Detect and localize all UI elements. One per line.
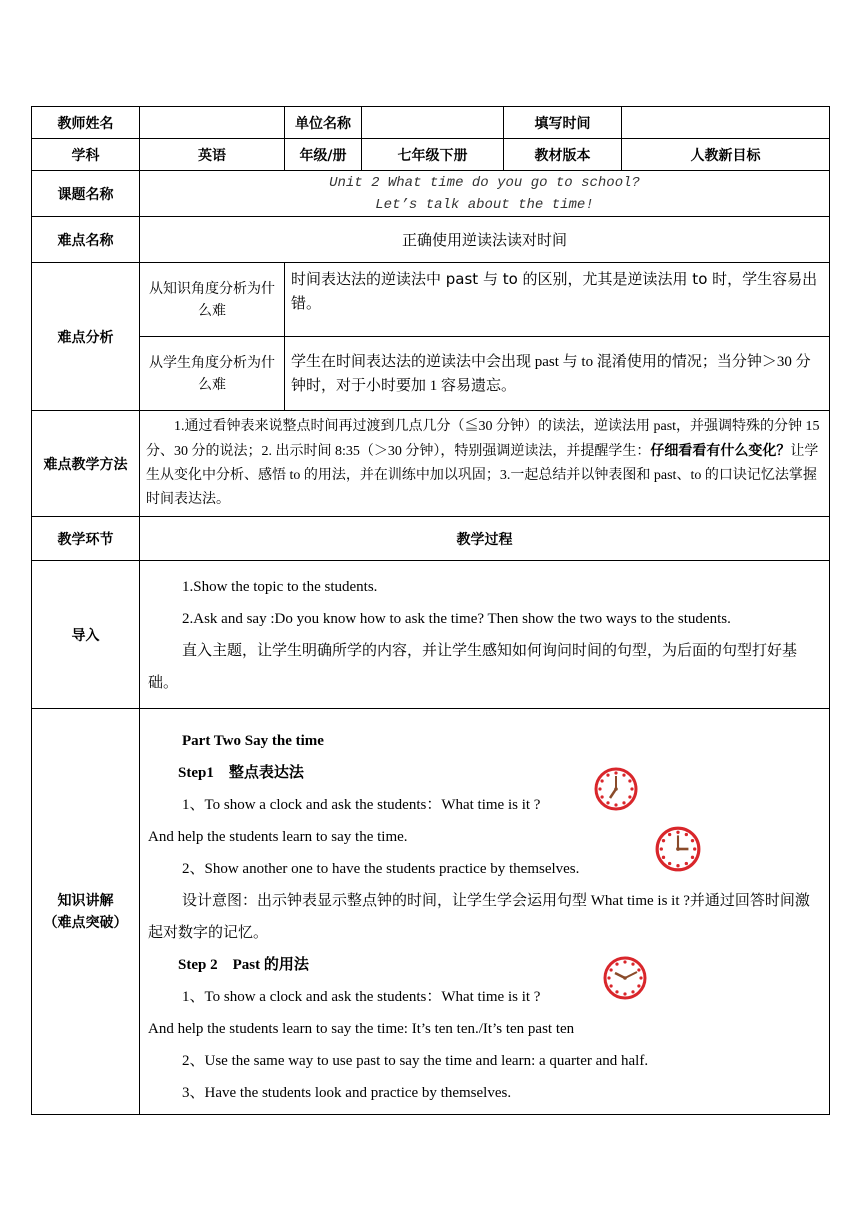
process-label: 教学过程 [140,517,830,561]
intro-content [140,561,830,709]
teacher-value [140,107,285,139]
knowledge-row [32,709,830,1115]
subject-row [32,139,830,171]
part-title: Part Two Say the time [182,733,324,749]
step1-line-4: 设计意图：出示钟表显示整点钟的时间，让学生学会运用句型 What time is it ?并通过回答时间激起对数字的记忆。 [148,893,810,941]
knowledge-content [140,709,830,1115]
topic-cell [140,171,830,217]
knowledge-angle-text: 时间表达法的逆读法中 past 与 to 的区别，尤其是逆读法用 to 时，学生容易出错。 [285,263,830,337]
topic-label: 课题名称 [32,171,140,217]
student-angle-label: 从学生角度分析为什么难 [140,337,285,411]
difficulty-value: 正确使用逆读法读对时间 [140,217,830,263]
knowledge-angle-label: 从知识角度分析为什么难 [140,263,285,337]
stage-label: 教学环节 [32,517,140,561]
step1-line-3: 2、Show another one to have the students practice by themselves. [182,861,580,877]
time-label: 填写时间 [504,107,622,139]
header-row [32,107,830,139]
step1-line-2: And help the students learn to say the time. [148,829,408,845]
knowledge-label-line-2: （难点突破） [43,914,128,931]
knowledge-label [32,709,140,1115]
analysis-row-knowledge [32,263,830,337]
difficulty-row [32,217,830,263]
step1-line-1: 1、To show a clock and ask the students：What time is it ? [182,797,541,813]
intro-label [32,561,140,709]
method-label: 难点教学方法 [32,411,140,517]
step2-title: Step 2 Past 的用法 [178,957,309,973]
topic-row [32,171,830,217]
step1-title: Step1 整点表达法 [178,765,304,781]
clock-ten-ten-icon [602,955,648,1001]
student-angle-text: 学生在时间表达法的逆读法中会出现 past 与 to 混淆使用的情况；当分钟＞30 分钟时，对于小时要加 1 容易遗忘。 [285,337,830,411]
method-text [140,411,830,517]
intro-label-text: 导入 [71,627,100,644]
edition-label: 教材版本 [504,139,622,171]
method-row [32,411,830,517]
clock-seven-icon [593,766,639,812]
intro-line-1: 1.Show the topic to the students. [182,578,378,595]
step2-line-3: 2、Use the same way to use past to say the time and learn: a quarter and half. [182,1053,649,1069]
difficulty-label: 难点名称 [32,217,140,263]
unit-label: 单位名称 [285,107,362,139]
edition-value: 人教新目标 [622,139,830,171]
unit-value [362,107,504,139]
intro-row [32,561,830,709]
topic-line-1: Unit 2 What time do you go to school? [329,174,640,191]
clock-three-icon [654,825,702,873]
topic-line-2: Let’s talk about the time! [375,196,594,213]
analysis-label: 难点分析 [32,263,140,411]
grade-value: 七年级下册 [362,139,504,171]
step2-line-4: 3、Have the students look and practice by themselves. [182,1085,512,1101]
intro-line-2: 2.Ask and say :Do you know how to ask the time? Then show the two ways to the students. [182,610,731,627]
subject-label: 学科 [32,139,140,171]
method-text-b: 让学生从变化中分析、感悟 to 的用法，并在训练中加以巩固；3.一起总结并以钟表图和 past、to 的口诀记忆法掌握时间表达法。 [146,444,819,507]
method-text-emphasis: 仔细看看有什么变化？ [650,443,791,459]
teacher-label: 教师姓名 [32,107,140,139]
method-text-a: 1.通过看钟表来说整点时间再过渡到几点几分（≦30 分钟）的读法，逆读法用 past，并强调特殊的分钟 15 分、30 分的说法；2. 出示时间 8:35（＞30 分钟），特别强调逆读法，并提醒学生： [146,419,820,459]
grade-label: 年级/册 [285,139,362,171]
time-value [622,107,830,139]
subject-value: 英语 [140,139,285,171]
lesson-plan-table [31,106,830,1115]
knowledge-label-line-1: 知识讲解 [57,892,114,909]
step2-line-1: 1、To show a clock and ask the students：What time is it ? [182,989,541,1005]
process-header-row [32,517,830,561]
analysis-row-student [32,337,830,411]
step2-line-2: And help the students learn to say the time: It’s ten ten./It’s ten past ten [148,1021,575,1037]
intro-line-3: 直入主题，让学生明确所学的内容，并让学生感知如何询问时间的句型，为后面的句型打好基础。 [148,642,798,691]
